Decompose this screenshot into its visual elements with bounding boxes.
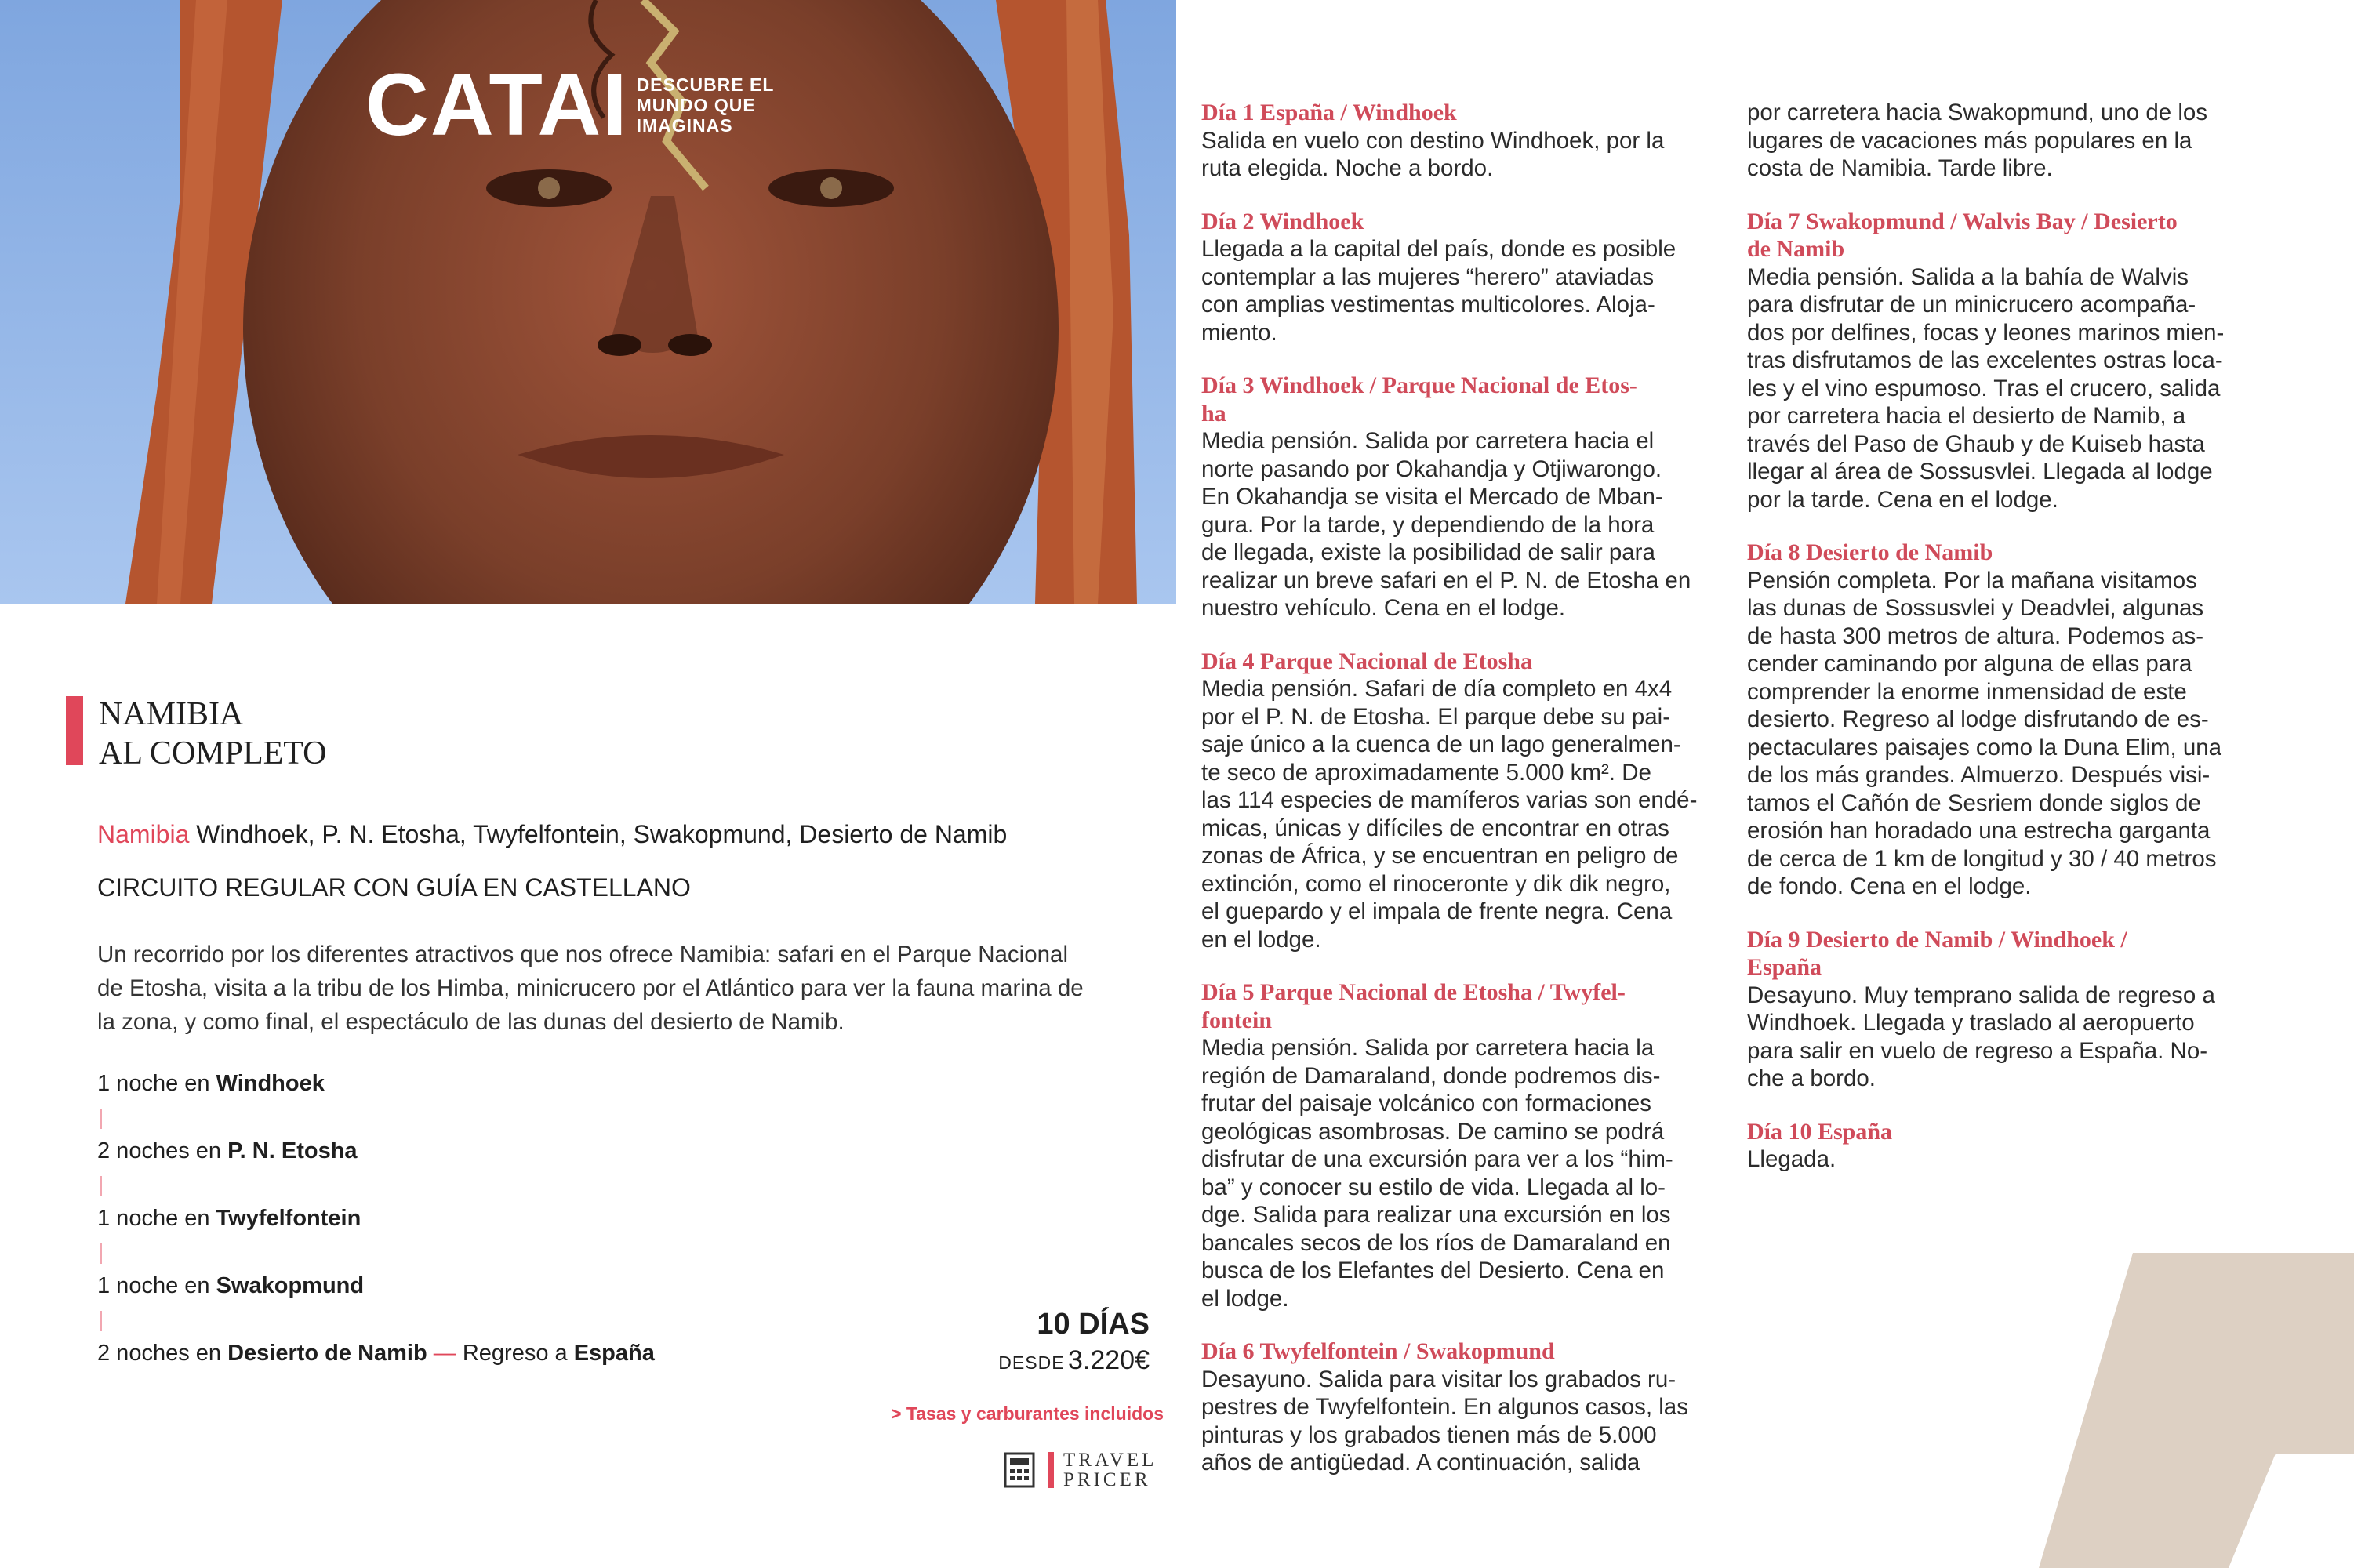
pricer-wordmark: TRAVEL PRICER bbox=[1063, 1450, 1157, 1490]
itinerary-connector bbox=[100, 1176, 102, 1196]
day-title: Día 10 España bbox=[1747, 1118, 1893, 1145]
itinerary-item: 2 noches en Desierto de Namib — Regreso a España bbox=[97, 1341, 655, 1366]
brand-logo bbox=[365, 56, 775, 154]
day-description: Llegada. bbox=[1747, 1146, 1836, 1172]
day-2 bbox=[1201, 208, 1711, 347]
itinerary-item: 1 noche en Windhoek bbox=[97, 1071, 325, 1096]
itinerary-connector bbox=[100, 1243, 102, 1264]
route-places: Windhoek, P. N. Etosha, Twyfelfontein, Swakopmund, Desierto de Namib bbox=[196, 820, 1008, 848]
day-title: Día 8 Desierto de Namib bbox=[1747, 539, 1993, 565]
day-description: Desayuno. Muy temprano salida de regreso a Windhoek. Llegada y traslado al aeropuerto para salir en vuelo de regreso a España. No- che a bordo. bbox=[1747, 982, 2215, 1091]
route-country: Namibia bbox=[97, 820, 190, 848]
day-description: Media pensión. Salida a la bahía de Walvis para disfrutar de un minicrucero acompaña- dos por delfines, focas y leones marinos mien- tras disfrutamos de las excelentes ostras loca- les y el vino espumoso. Tras el crucero, salida por carretera hacia el desierto de Namib, a través del Paso de Ghaub y de Kuiseb hasta llegar al área de Sossusvlei. Llegada al lodge por la tarde. Cena en el lodge. bbox=[1747, 263, 2225, 513]
itinerary-item: 1 noche en Swakopmund bbox=[97, 1273, 365, 1298]
price-from-label: DESDE bbox=[998, 1352, 1065, 1373]
day-title: Día 3 Windhoek / Parque Nacional de Etos- ha bbox=[1201, 372, 1637, 426]
intro-paragraph: Un recorrido por los diferentes atractivos que nos ofrece Namibia: safari en el Parque Nacional de Etosha, visita a la tribu de los Himba, minicrucero por el Atlántico para ver la fauna marina de la zona, y como final, el espectáculo de las dunas del desierto de Namib. bbox=[97, 942, 1084, 1035]
itinerary-column-2 bbox=[1747, 99, 2257, 1199]
day-5 bbox=[1201, 978, 1711, 1312]
day-title: Día 5 Parque Nacional de Etosha / Twyfel- fontein bbox=[1201, 979, 1626, 1033]
day-title: Día 1 España / Windhoek bbox=[1201, 100, 1457, 125]
day-title: Día 9 Desierto de Namib / Windhoek / España bbox=[1747, 926, 2127, 980]
day-title: Día 4 Parque Nacional de Etosha bbox=[1201, 648, 1532, 674]
price-amount: 3.220€ bbox=[1068, 1345, 1150, 1375]
day-description: Media pensión. Safari de día completo en 4x4 por el P. N. de Etosha. El parque debe su pai- saje único a la cuenca de un lago generalmen- te seco de aproximadamente 5.000 km². De las 114 especies de mamíferos varias son endé- micas, únicas y difíciles de encontrar en otras zonas de África, y se encuentran en peligro de extinción, como el rinoceronte y dik dik negro, el guepardo y el impala de frente negra. Cena en el lodge. bbox=[1201, 676, 1698, 953]
itinerary-item: 2 noches en P. N. Etosha bbox=[97, 1138, 358, 1163]
day-8 bbox=[1747, 539, 2257, 901]
hero-photo bbox=[0, 0, 1176, 604]
decorative-shape bbox=[2039, 1253, 2354, 1568]
day-description: Desayuno. Salida para visitar los grabados ru- pestres de Twyfelfontein. En algunos casos, las pinturas y los grabados tienen más de 5.000 años de antigüedad. A continuación, salida bbox=[1201, 1366, 1688, 1475]
trip-duration: 10 DÍAS bbox=[1037, 1308, 1150, 1341]
day-title: Día 2 Windhoek bbox=[1201, 208, 1364, 234]
price-from bbox=[998, 1345, 1150, 1376]
travel-pricer-logo bbox=[1004, 1450, 1157, 1490]
title-line-2: AL COMPLETO bbox=[99, 735, 327, 771]
day-description: Llegada a la capital del país, donde es posible contemplar a las mujeres “herero” ataviadas con amplias vestimentas multicolores. Aloja- miento. bbox=[1201, 236, 1676, 346]
circuit-type: CIRCUITO REGULAR CON GUÍA EN CASTELLANO bbox=[97, 873, 691, 902]
itinerary-connector bbox=[100, 1311, 102, 1331]
day-3 bbox=[1201, 372, 1711, 622]
itinerary-connector bbox=[100, 1109, 102, 1129]
day-9 bbox=[1747, 926, 2257, 1093]
day-title: Día 7 Swakopmund / Walvis Bay / Desierto de Namib bbox=[1747, 208, 2178, 262]
itinerary-column-1 bbox=[1201, 99, 1711, 1502]
calculator-icon bbox=[1004, 1452, 1035, 1488]
day-description: Media pensión. Salida por carretera hacia la región de Damaraland, donde podremos dis- frutar del paisaje volcánico con formaciones geológicas asombrosas. De camino se podrá disfrutar de una excursión para ver a los “him- ba” y conocer su estilo de vida. Llegada al lo- dge. Salida para realizar una excursión en los bancales secos de los ríos de Damaraland en busca de los Elefantes del Desierto. Cena en el lodge. bbox=[1201, 1035, 1673, 1312]
day-description: Pensión completa. Por la mañana visitamos las dunas de Sossusvlei y Deadvlei, algunas de hasta 300 metros de altura. Podemos as- cender caminando por alguna de ellas para comprender la enorme inmensidad de este desierto. Regreso al lodge disfrutando de es- pectaculares paisajes como la Duna Elim, una de los más grandes. Almuerzo. Después visi- tamos el Cañón de Sesriem donde siglos de erosión han horadado una estrecha garganta de cerca de 1 km de longitud y 30 / 40 metros de fondo. Cena en el lodge. bbox=[1747, 567, 2222, 899]
day-title: Día 6 Twyfelfontein / Swakopmund bbox=[1201, 1338, 1555, 1364]
route-line bbox=[97, 820, 1007, 849]
day-4 bbox=[1201, 648, 1711, 954]
day-7 bbox=[1747, 208, 2257, 514]
brand-name: CATAI bbox=[365, 56, 629, 154]
day-1 bbox=[1201, 99, 1711, 183]
day-6-continued: por carretera hacia Swakopmund, uno de los lugares de vacaciones más populares en la costa de Namibia. Tarde libre. bbox=[1747, 100, 2208, 181]
pricer-accent-bar bbox=[1048, 1452, 1054, 1488]
day-10 bbox=[1747, 1118, 2257, 1174]
title-accent-bar bbox=[66, 696, 83, 765]
fees-included-link[interactable]: > Tasas y carburantes incluidos bbox=[891, 1403, 1164, 1424]
day-description: Media pensión. Salida por carretera hacia el norte pasando por Okahandja y Otjiwarongo. En Okahandja se visita el Mercado de Mban- gura. Por la tarde, y dependiendo de la hora de llegada, existe la posibilidad de salir para realizar un breve safari en el P. N. de Etosha en nuestro vehículo. Cena en el lodge. bbox=[1201, 428, 1691, 621]
day-6 bbox=[1201, 1338, 1711, 1477]
itinerary-item: 1 noche en Twyfelfontein bbox=[97, 1206, 361, 1231]
brand-tagline: DESCUBRE EL MUNDO QUE IMAGINAS bbox=[636, 74, 775, 136]
title-line-1: NAMIBIA bbox=[99, 696, 244, 732]
day-description: Salida en vuelo con destino Windhoek, por la ruta elegida. Noche a bordo. bbox=[1201, 127, 1665, 181]
